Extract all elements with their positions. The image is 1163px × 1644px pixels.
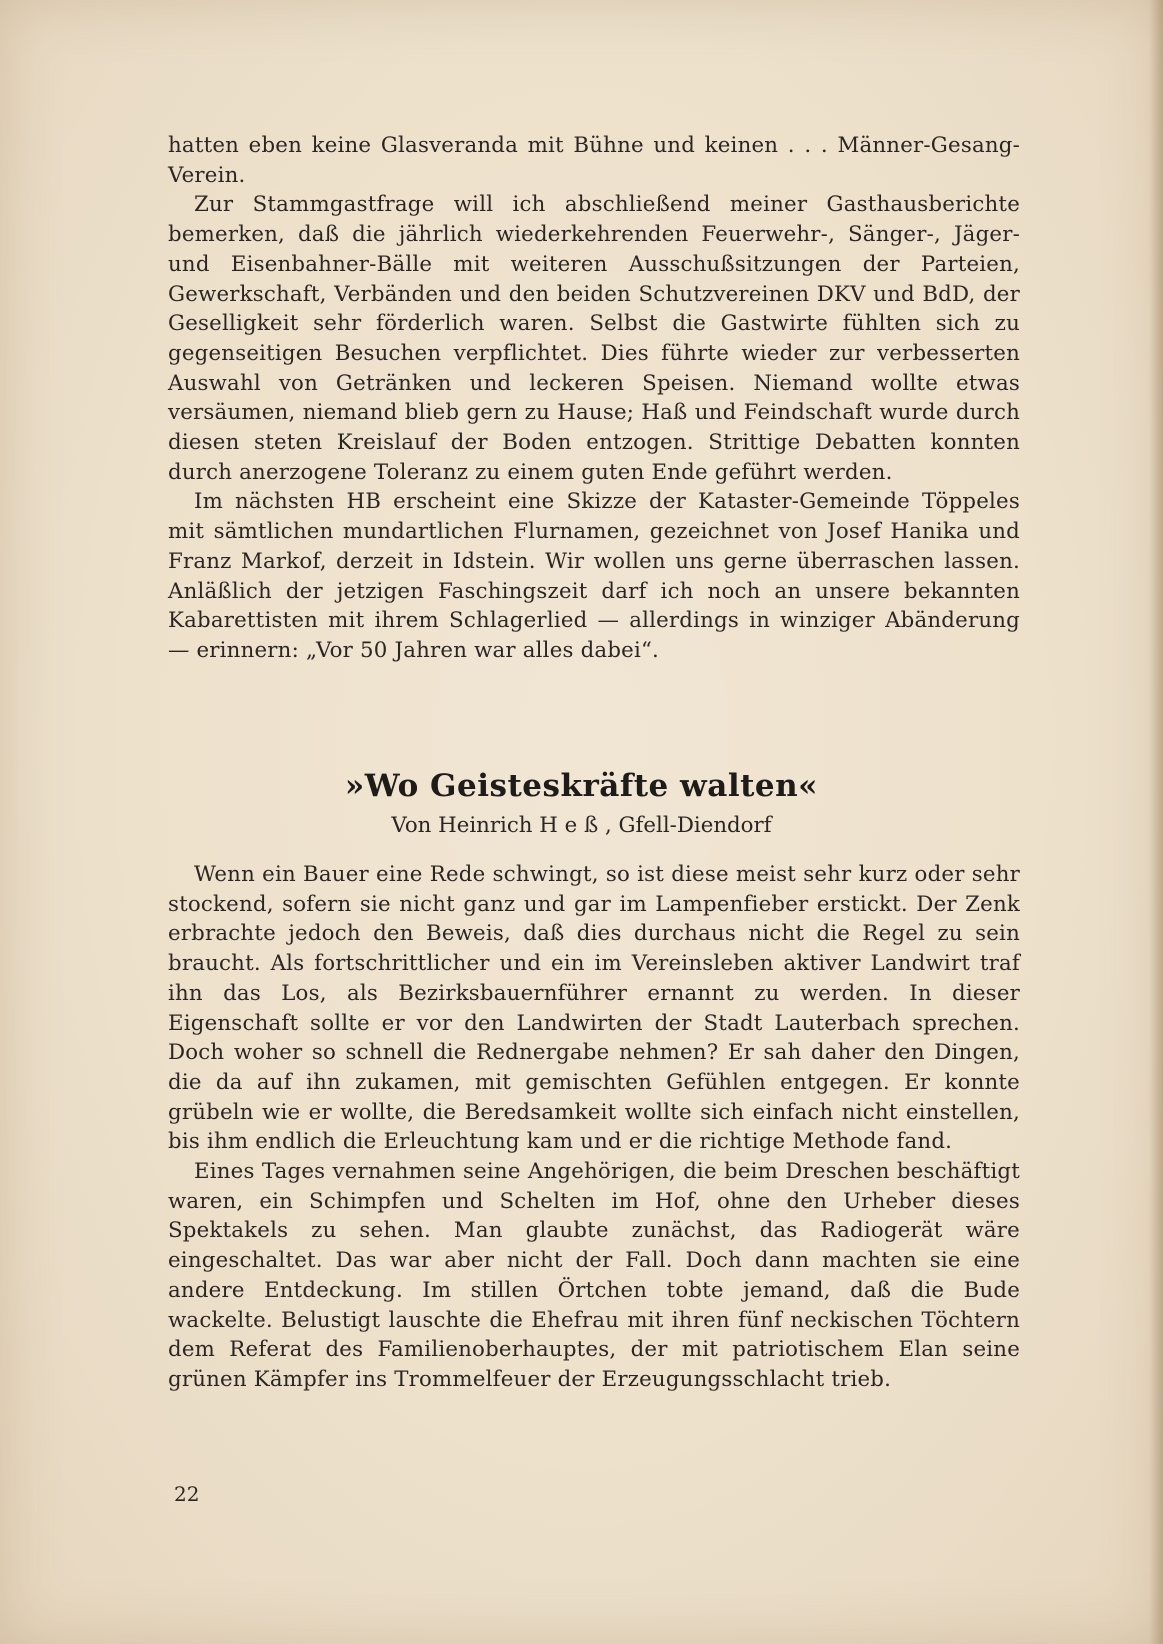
article-title: »Wo Geisteskräfte walten« [344,768,819,804]
article-body [168,860,1020,1395]
intro-paragraph-3: Im nächsten HB erscheint eine Skizze der Kataster-Gemeinde Töppeles mit sämtlichen mundartlichen Flurnamen, gezeichnet von Josef Hanika und Franz Markof, derzeit in Idstein. Wir wollen uns gerne überraschen lassen. Anläßlich der jetzigen Faschingszeit darf ich noch an unsere bekannten Kabarettisten mit ihrem Schlagerlied — allerdings in winziger Abänderung — erinnern: „Vor 50 Jahren war alles dabei“. [168,489,1020,663]
article-paragraph-1: Wenn ein Bauer eine Rede schwingt, so ist diese meist sehr kurz oder sehr stockend, sofern sie nicht ganz und gar im Lampenfieber erstickt. Der Zenk erbrachte jedoch den Beweis, daß dies durchaus nicht die Regel zu sein braucht. Als fortschrittlicher und ein im Vereinsleben aktiver Landwirt traf ihn das Los, als Bezirksbauernführer ernannt zu werden. In dieser Eigenschaft sollte er vor den Landwirten der Stadt Lauterbach sprechen. Doch woher so schnell die Rednergabe nehmen? Er sah daher den Dingen, die da auf ihn zukamen, mit gemischten Gefühlen entgegen. Er konnte grübeln wie er wollte, die Beredsamkeit wollte sich einfach nicht einstellen, bis ihm endlich die Erleuchtung kam und er die richtige Methode fand. [168,862,1020,1155]
intro-paragraph-2: Zur Stammgastfrage will ich abschließend meiner Gasthausberichte bemerken, daß die jährlich wiederkehrenden Feuerwehr-, Sänger-, Jäger- und Eisenbahner-Bälle mit weiteren Ausschußsitzungen der Parteien, Gewerkschaft, Verbänden und den beiden Schutzvereinen DKV und BdD, der Geselligkeit sehr förderlich waren. Selbst die Gastwirte fühlten sich zu gegenseitigen Besuchen verpflichtet. Dies führte wieder zur verbesserten Auswahl von Getränken und leckeren Speisen. Niemand wollte etwas versäumen, niemand blieb gern zu Hause; Haß und Feindschaft wurde durch diesen steten Kreislauf der Boden entzogen. Strittige Debatten konnten durch anerzogene Toleranz zu einem guten Ende geführt werden. [168,192,1020,485]
intro-paragraph-1: hatten eben keine Glasveranda mit Bühne und keinen . . . Männer-Gesang-Verein. [168,133,1020,188]
page-number: 22 [174,1482,200,1506]
intro-text [168,131,1020,666]
article-paragraph-2: Eines Tages vernahmen seine Angehörigen, die beim Dreschen beschäftigt waren, ein Schimpfen und Schelten im Hof, ohne den Urheber dieses Spektakels zu sehen. Man glaubte zunächst, das Radiogerät wäre eingeschaltet. Das war aber nicht der Fall. Doch dann machten sie eine andere Entdeckung. Im stillen Örtchen tobte jemand, daß die Bude wackelte. Belustigt lauschte die Ehefrau mit ihren fünf neckischen Töchtern dem Referat des Familienoberhauptes, der mit patriotischem Elan seine grünen Kämpfer ins Trommelfeuer der Erzeugungsschlacht trieb. [168,1159,1020,1392]
article-byline: Von Heinrich H e ß , Gfell-Diendorf [391,813,772,838]
